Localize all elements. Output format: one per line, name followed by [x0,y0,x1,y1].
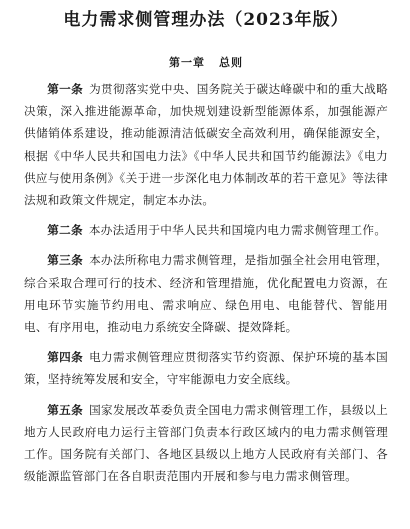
article-3 [24,249,388,338]
article-4 [24,346,388,390]
chapter-number: 第一章 [169,56,205,69]
article-label: 第三条 [47,253,84,268]
article-text: 本办法所称电力需求侧管理，是指加强全社会用电管理，综合采取合理可行的技术、经济和管理措施，优化配置电力资源，在用电环节实施节约用电、需求响应、绿色用电、电能替代、智能用电、有序用电，推动电力系统安全降碳、提效降耗。 [24,253,388,335]
article-1 [24,78,388,211]
article-2 [24,219,388,241]
chapter-heading [24,54,388,70]
article-text: 电力需求侧管理应贯彻落实节约资源、保护环境的基本国策，坚持统筹发展和安全，守牢能源电力安全底线。 [24,350,388,387]
article-text: 本办法适用于中华人民共和国境内电力需求侧管理工作。 [88,223,387,238]
article-label: 第一条 [47,82,84,96]
article-label: 第二条 [47,223,83,238]
article-5 [24,399,388,488]
article-label: 第四条 [47,350,84,365]
article-label: 第五条 [47,402,84,417]
article-text: 为贯彻落实党中央、国务院关于碳达峰碳中和的重大战略决策，深入推进能源革命，加快规划建设新型能源体系，加强能源产供储销体系建设，推动能源清洁低碳安全高效利用，确保能源安全，根据《中华人民共和国电力法》《中华人民共和国节约能源法》《电力供应与使用条例》《关于进一步深化电力体制改革的若干意见》等法律法规和政策文件规定，制定本办法。 [24,82,388,208]
document-title: 电力需求侧管理办法（2023年版） [63,10,349,30]
article-text: 国家发展改革委负责全国电力需求侧管理工作，县级以上地方人民政府电力运行主管部门负责本行政区域内的电力需求侧管理工作。国务院有关部门、各地区县级以上地方人民政府有关部门、各级能源监管部门在各自职责范围内开展和参与电力需求侧管理。 [24,402,388,484]
chapter-name: 总则 [219,56,243,69]
